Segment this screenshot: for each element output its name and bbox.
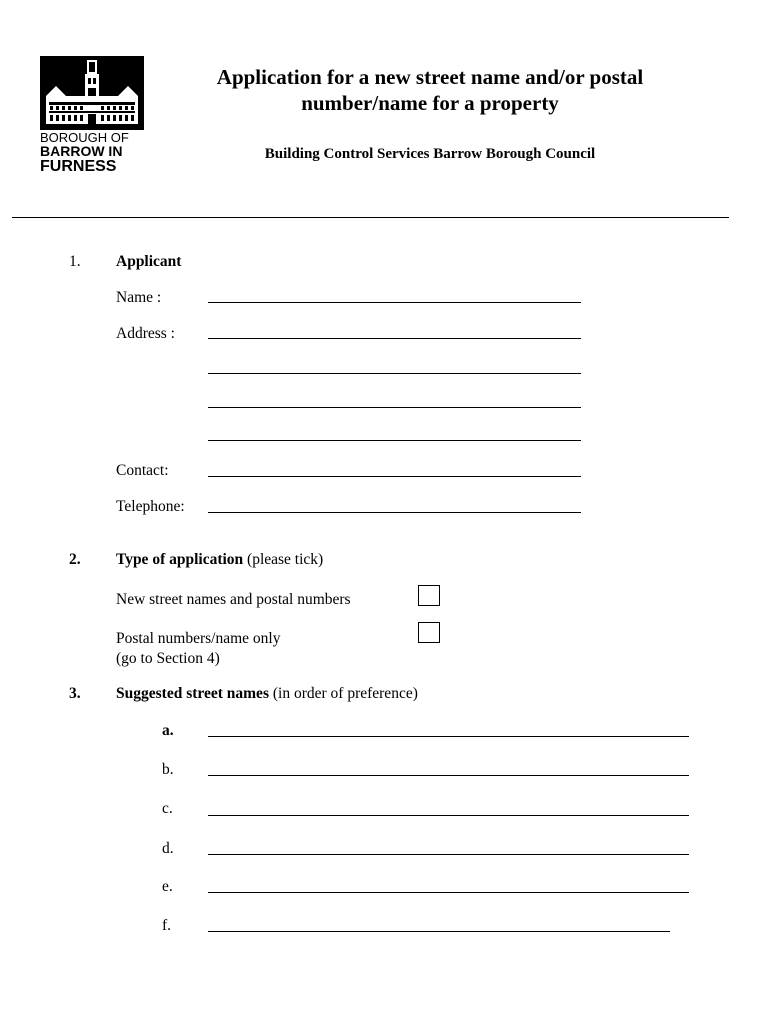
street-name-label-d: d. bbox=[162, 840, 174, 857]
street-name-label-e: e. bbox=[162, 878, 173, 895]
option2-checkbox[interactable] bbox=[418, 622, 440, 643]
address-field-line4[interactable] bbox=[208, 440, 581, 441]
option2-label-line1: Postal numbers/name only bbox=[116, 630, 281, 647]
section2-note: (please tick) bbox=[247, 551, 324, 568]
borough-logo bbox=[40, 56, 144, 172]
telephone-field[interactable] bbox=[208, 512, 581, 513]
section2-number: 2. bbox=[69, 551, 81, 568]
street-name-label-f: f. bbox=[162, 917, 172, 934]
street-name-label-b: b. bbox=[162, 761, 174, 778]
contact-label: Contact: bbox=[116, 462, 169, 479]
logo-line3: FURNESS bbox=[40, 158, 117, 172]
section1-heading: Applicant bbox=[116, 253, 182, 270]
street-name-field-b[interactable] bbox=[208, 775, 689, 776]
address-label: Address : bbox=[116, 325, 175, 342]
address-field-line2[interactable] bbox=[208, 373, 581, 374]
street-name-label-a: a. bbox=[162, 722, 174, 739]
name-field[interactable] bbox=[208, 302, 581, 303]
logo-line2: BARROW IN bbox=[40, 143, 123, 159]
section3-heading-row bbox=[116, 685, 418, 703]
telephone-label: Telephone: bbox=[116, 498, 185, 515]
address-field-line3[interactable] bbox=[208, 407, 581, 408]
contact-field[interactable] bbox=[208, 476, 581, 477]
address-field-line1[interactable] bbox=[208, 338, 581, 339]
option1-checkbox[interactable] bbox=[418, 585, 440, 606]
header-divider bbox=[12, 217, 729, 218]
town-hall-icon bbox=[40, 56, 144, 172]
street-name-field-a[interactable] bbox=[208, 736, 689, 737]
street-name-label-c: c. bbox=[162, 800, 173, 817]
page-title bbox=[160, 64, 700, 116]
street-name-field-d[interactable] bbox=[208, 854, 689, 855]
section1-number: 1. bbox=[69, 253, 81, 270]
section3-number: 3. bbox=[69, 685, 81, 702]
option1-label: New street names and postal numbers bbox=[116, 591, 351, 608]
title-line1: Application for a new street name and/or postal bbox=[216, 65, 644, 89]
section2-heading-row bbox=[116, 551, 323, 569]
option2-label-line2: (go to Section 4) bbox=[116, 650, 220, 667]
logo-line1: BOROUGH OF bbox=[40, 130, 129, 145]
title-line2: number/name for a property bbox=[301, 91, 559, 115]
street-name-field-e[interactable] bbox=[208, 892, 689, 893]
page-subtitle: Building Control Services Barrow Borough Council bbox=[264, 146, 596, 162]
section3-heading: Suggested street names bbox=[116, 685, 269, 702]
section2-heading: Type of application bbox=[116, 551, 244, 568]
name-label: Name : bbox=[116, 289, 162, 306]
street-name-field-f[interactable] bbox=[208, 931, 670, 932]
street-name-field-c[interactable] bbox=[208, 815, 689, 816]
section3-note: (in order of preference) bbox=[272, 685, 418, 702]
